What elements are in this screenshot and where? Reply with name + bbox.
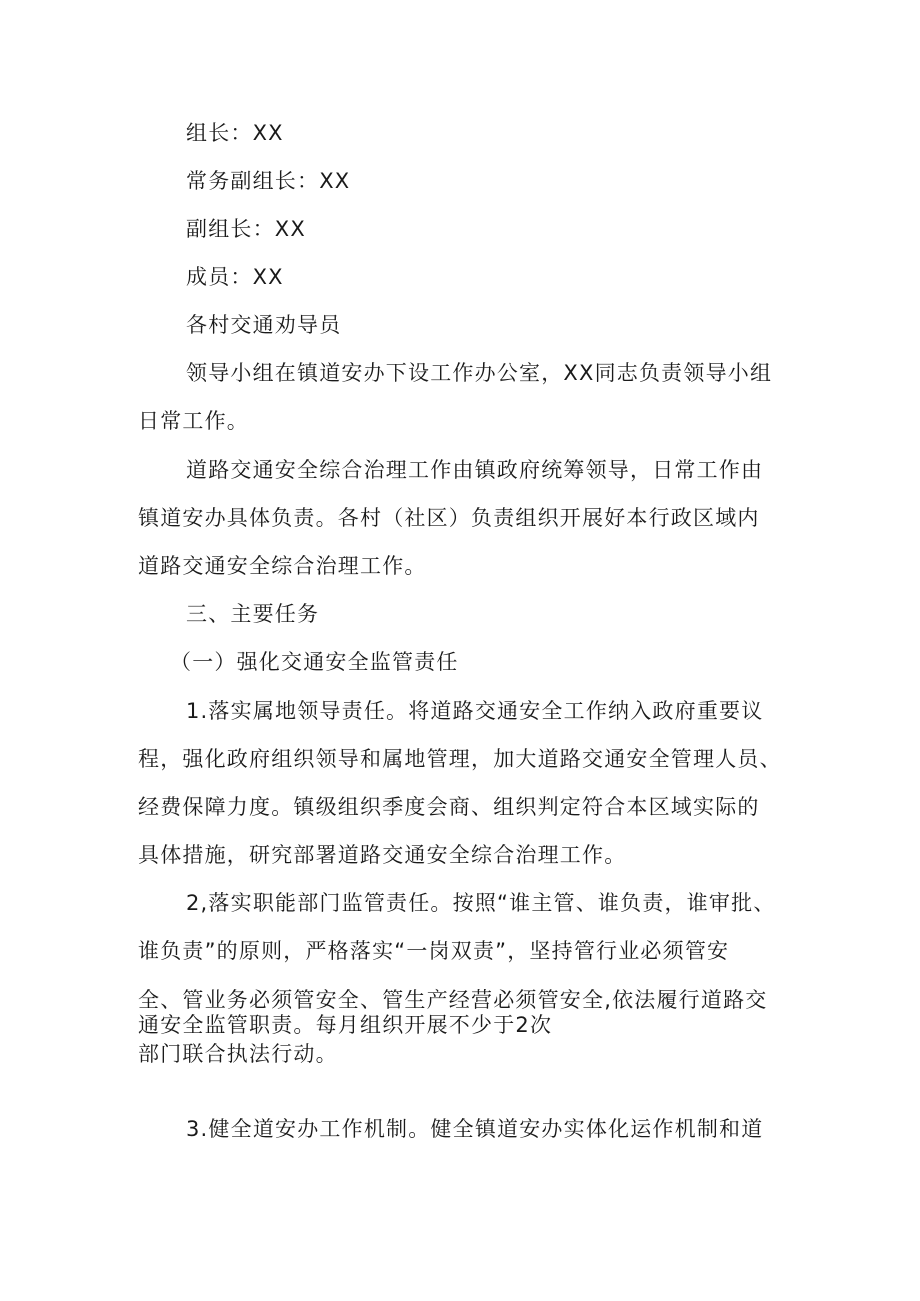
text-line-village-traffic-guides: 各村交通劝导员	[186, 313, 342, 337]
text-line-deputy-leader: 副组长：XX	[186, 217, 306, 241]
item-2-line-5: 部门联合执法行动。	[138, 1042, 338, 1066]
item-2-line-3: 全、管业务必须管安全、管生产经营必须管安全,依法履行道路交	[138, 988, 768, 1012]
text-line-members: 成员：XX	[186, 265, 284, 289]
text-line-leader: 组长：XX	[186, 121, 284, 145]
item-1-line-4: 具体措施，研究部署道路交通安全综合治理工作。	[138, 843, 627, 867]
item-3-line-1: 3.健全道安办工作机制。健全镇道安办实体化运作机制和道	[186, 1117, 764, 1141]
section-heading-main-tasks: 三、主要任务	[186, 602, 320, 626]
item-1-line-1: 1.落实属地领导责任。将道路交通安全工作纳入政府重要议	[186, 699, 764, 723]
paragraph-office-line-1: 领导小组在镇道安办下设工作办公室，XX同志负责领导小组	[186, 361, 773, 385]
paragraph-governance-line-2: 镇道安办具体负责。各村（社区）负责组织开展好本行政区域内	[138, 506, 760, 530]
paragraph-office-line-2: 日常工作。	[138, 409, 249, 433]
item-1-line-2: 程，强化政府组织领导和属地管理，加大道路交通安全管理人员、	[138, 747, 782, 771]
subsection-heading-supervision: （一）强化交通安全监管责任	[170, 650, 459, 674]
text-line-executive-deputy-leader: 常务副组长：XX	[186, 169, 351, 193]
item-2-line-4: 通安全监管职责。每月组织开展不少于2次	[138, 1013, 553, 1037]
item-2-line-1: 2,落实职能部门监管责任。按照“谁主管、谁负责，谁审批、	[186, 891, 776, 915]
item-1-line-3: 经费保障力度。镇级组织季度会商、组织判定符合本区域实际的	[138, 795, 760, 819]
paragraph-governance-line-1: 道路交通安全综合治理工作由镇政府统筹领导，日常工作由	[186, 458, 764, 482]
paragraph-governance-line-3: 道路交通安全综合治理工作。	[138, 554, 427, 578]
item-2-line-2: 谁负责”的原则，严格落实“一岗双责”，坚持管行业必须管安	[138, 939, 730, 963]
